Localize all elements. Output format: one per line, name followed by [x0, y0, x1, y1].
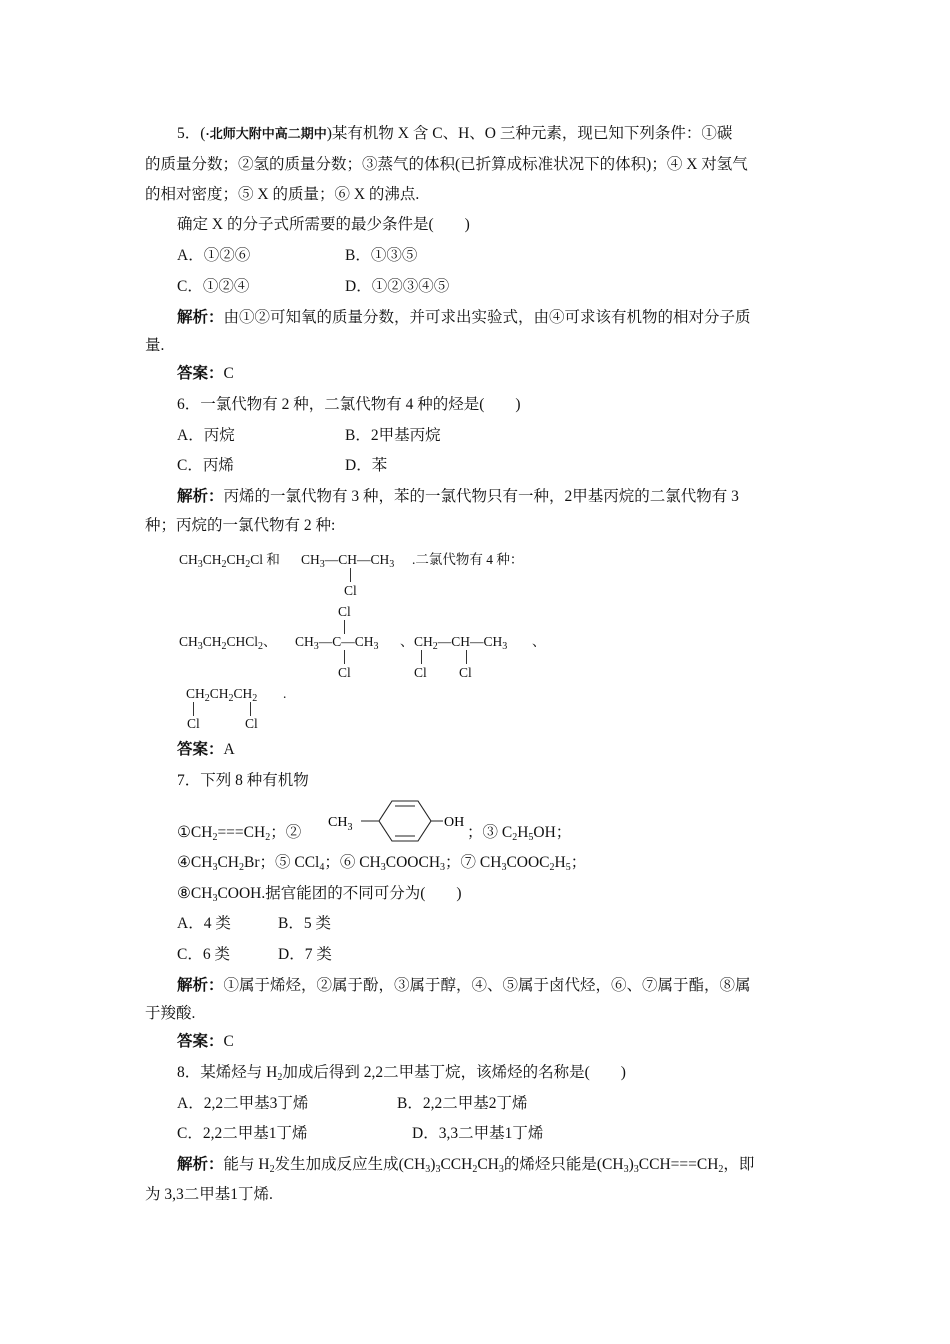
- chlorine-label: Cl: [245, 716, 258, 731]
- q7-analysis-label: 解析：: [177, 977, 224, 994]
- q7-items-line1: $①CH_2===CH_2$；②: [177, 824, 302, 843]
- q5-analysis-label: 解析：: [177, 309, 224, 326]
- q7-analysis-text1: ①属于烯烃，②属于酚，③属于醇，④、⑤属于卤代烃，⑥、⑦属于酯，⑧属: [223, 977, 751, 994]
- q6-option-d: D．苯: [345, 457, 388, 474]
- q7-answer-value: C: [223, 1033, 234, 1050]
- q5-analysis-line1: [177, 308, 751, 328]
- chlorine-label: Cl: [338, 604, 351, 619]
- q6-analysis-text1: 丙烯的一氯代物有 3 种，苯的一氯代物只有一种，2甲基丙烷的二氯代物有 3: [223, 488, 739, 505]
- q5-stem-line2: 的质量分数；②氢的质量分数；③蒸气的体积(已折算成标准状况下的体积)；④ X 对氢气: [145, 156, 748, 173]
- q5-stem-text1: )某有机物 X 含 C、H、O 三种元素，现已知下列条件：①碳: [326, 125, 733, 142]
- q8-option-c: C．2,2二甲基1丁烯: [177, 1125, 308, 1142]
- chlorine-label: Cl: [338, 665, 351, 680]
- q5-option-a: A．①②⑥: [177, 247, 251, 264]
- q5-option-d: D．①②③④⑤: [345, 278, 450, 295]
- q5-stem-line1: [177, 124, 732, 144]
- q5-analysis-text1: 由①②可知氧的质量分数，并可求出实验式，由④可求该有机物的相对分子质: [223, 309, 751, 326]
- q8-analysis-line2: 为 3,3二甲基1丁烯.: [145, 1186, 273, 1203]
- q8-option-d: D．3,3二甲基1丁烯: [412, 1125, 544, 1142]
- q5-option-c: C．①②④: [177, 278, 250, 295]
- formula-2-2-dichloropropane: $CH_3—C—CH_3$: [295, 634, 379, 652]
- q5-analysis-line2: 量.: [145, 337, 165, 354]
- q7-option-d: D．7 类: [278, 946, 332, 963]
- bond-line: [344, 650, 345, 664]
- formula-end-period: .: [283, 686, 287, 701]
- q8-stem: 8．某烯烃与 $H_2$加成后得到 2,2二甲基丁烷，该烯烃的名称是( ): [177, 1064, 626, 1083]
- formula-2-chloropropane: $CH_3—CH—CH_3$: [301, 552, 395, 570]
- chlorine-label: Cl: [414, 665, 427, 680]
- q7-answer-label: 答案：: [177, 1033, 224, 1050]
- bond-line: [350, 568, 351, 582]
- q7-option-c: C．6 类: [177, 946, 230, 963]
- q6-option-a: A．丙烷: [177, 427, 235, 444]
- bond-line: [421, 650, 422, 664]
- q6-analysis-line2: 种；丙烷的一氯代物有 2 种:: [145, 517, 336, 534]
- q7-analysis-line1: [177, 976, 751, 996]
- q8-analysis-label: 解析：: [177, 1156, 224, 1173]
- p-cresol-structure: [325, 797, 465, 845]
- q6-analysis-line1: [177, 487, 739, 507]
- q7-analysis-line2: 于羧酸.: [145, 1005, 196, 1022]
- q6-answer-label: 答案：: [177, 741, 224, 758]
- benzene-ring: [379, 801, 431, 841]
- q5-answer-value: C: [223, 365, 234, 382]
- q5-number: 5．(: [177, 125, 206, 142]
- formula-1-3-dichloropropane: $CH_2CH_2CH_2$: [186, 686, 258, 704]
- q6-option-c: C．丙烯: [177, 457, 234, 474]
- methyl-group-label: $CH_3$: [328, 815, 353, 833]
- chlorine-label: Cl: [187, 716, 200, 731]
- q6-option-b: B．2甲基丙烷: [345, 427, 441, 444]
- formula-1-chloropropane: $CH_3CH_2CH_2Cl$ 和: [179, 552, 280, 570]
- q5-stem-line3: 的相对密度；⑤ X 的质量；⑥ X 的沸点.: [145, 186, 420, 203]
- formula-1-1-dichloropropane: $CH_3CH_2CHCl_2$、: [179, 634, 277, 652]
- bond-line: [466, 650, 467, 664]
- q5-answer-label: 答案：: [177, 365, 224, 382]
- chlorine-label: Cl: [459, 665, 472, 680]
- separator-comma: 、: [532, 634, 546, 649]
- chlorine-label: Cl: [344, 583, 357, 598]
- bond-line: [250, 702, 251, 716]
- q7-items-line2: $④CH_3CH_2Br$；⑤ CCl$_4$；⑥ $CH_3COOCH_3$；⑦ $CH_3COOC_2H_5$；: [177, 854, 587, 873]
- q7-option-b: B．5 类: [278, 915, 331, 932]
- q7-items-line3: $⑧CH_3COOH$.据官能团的不同可分为( ): [177, 885, 462, 904]
- q6-analysis-label: 解析：: [177, 488, 224, 505]
- q6-stem: 6．一氯代物有 2 种，二氯代物有 4 种的烃是( ): [177, 396, 521, 413]
- q8-analysis-line1: 解析：能与 $H_2$发生加成反应生成$(CH_3)_3CCH_2CH_3$的烯烃只能是$(CH_3)_3CCH===CH_2$，即: [177, 1156, 755, 1175]
- formula-row1-tail: .二氯代物有 4 种：: [412, 552, 524, 567]
- separator-comma: 、: [400, 634, 414, 649]
- q7-stem: 7．下列 8 种有机物: [177, 772, 309, 789]
- q6-answer: [177, 740, 235, 760]
- q8-option-a: A．2,2二甲基3丁烯: [177, 1095, 309, 1112]
- formula-1-2-dichloropropane: $CH_2—CH—CH_3$: [414, 634, 508, 652]
- bond-line: [193, 702, 194, 716]
- q7-option-a: A．4 类: [177, 915, 231, 932]
- q6-answer-value: A: [223, 741, 235, 758]
- q5-stem-line4: 确定 X 的分子式所需要的最少条件是( ): [177, 216, 470, 233]
- q8-option-b: B．2,2二甲基2丁烯: [397, 1095, 528, 1112]
- q5-source: ·北师大附中高二期中: [205, 126, 327, 141]
- bond-line: [344, 620, 345, 634]
- q7-answer: [177, 1032, 234, 1052]
- q7-items-line1-tail: ；③ $C_2H_5OH$；: [467, 824, 572, 843]
- q5-option-b: B．①③⑤: [345, 247, 418, 264]
- hydroxyl-group-label: OH: [444, 815, 465, 830]
- q5-answer: [177, 364, 234, 384]
